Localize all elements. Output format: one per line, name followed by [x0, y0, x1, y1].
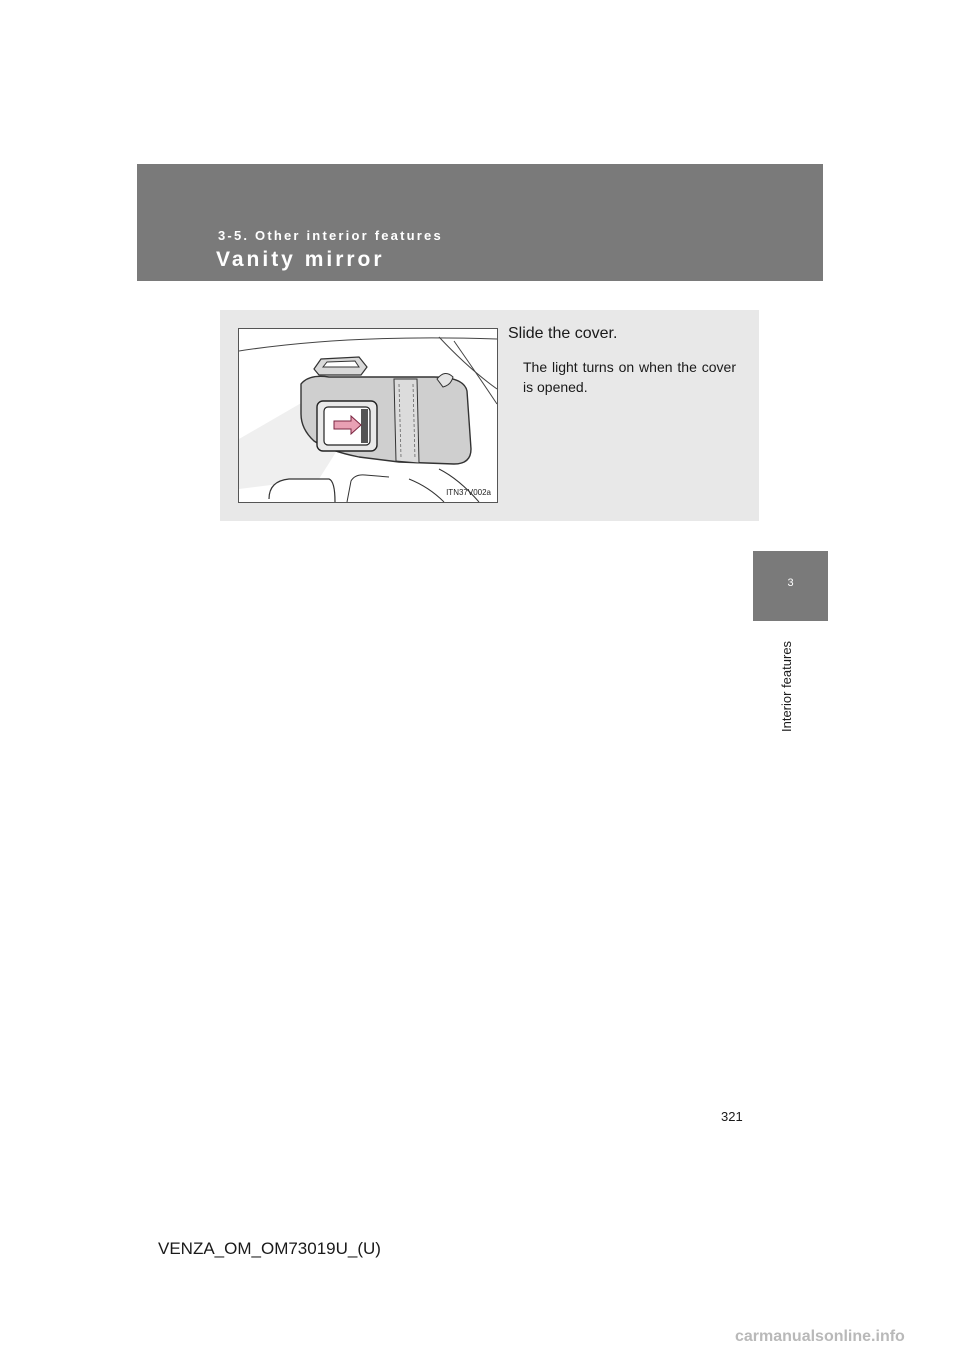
chapter-label [779, 620, 795, 740]
section-label: 3-5. Other interior features [218, 228, 443, 243]
document-code: VENZA_OM_OM73019U_(U) [158, 1239, 381, 1258]
step-heading: Slide the cover. [508, 325, 618, 342]
chapter-label-text: Interior features [779, 640, 794, 732]
chapter-number: 3 [787, 577, 794, 589]
header-band [137, 164, 823, 281]
step-body: The light turns on when the cover is opened. [523, 359, 736, 395]
page-number: 321 [721, 1109, 743, 1124]
chapter-tab[interactable] [753, 551, 828, 621]
vanity-mirror-illustration [238, 328, 498, 503]
watermark: carmanualsonline.info [735, 1328, 905, 1345]
figure-code: ITN37V002a [446, 488, 491, 497]
content-box [220, 310, 759, 521]
page-title: Vanity mirror [216, 248, 385, 271]
sun-visor-drawing [239, 329, 497, 502]
